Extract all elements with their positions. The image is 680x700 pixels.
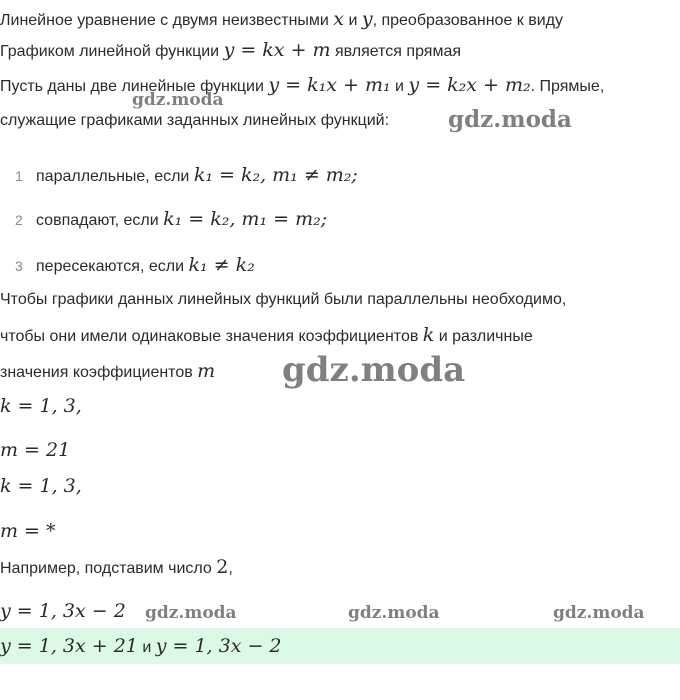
list-item: 1 параллельные, если k₁ = k₂, m₁ ≠ m₂;: [0, 163, 358, 189]
var-y: y: [361, 8, 373, 30]
watermark: gdz.moda: [448, 106, 572, 133]
answer-line: y = 1, 3x + 21 и y = 1, 3x − 2: [0, 635, 282, 657]
list-item: 3 пересекаются, если k₁ ≠ k₂: [0, 253, 255, 279]
answer-formula-2: y = 1, 3x − 2: [155, 635, 282, 657]
step-k-2: k = 1, 3,: [0, 475, 82, 497]
intro-line-3: Пусть даны две линейные функции y = k₁x + m₁ и y = k₂x + m₂. Прямые,: [0, 74, 605, 96]
list-formula: k₁ = k₂, m₁ ≠ m₂;: [193, 164, 358, 186]
step-example: Например, подставим число 2,: [0, 556, 233, 578]
step-m-star: m = *: [0, 520, 56, 542]
formula-f1: y = k₁x + m₁: [268, 74, 391, 96]
step-k-1: k = 1, 3,: [0, 395, 82, 417]
watermark: gdz.moda: [348, 603, 440, 623]
answer-formula-1: y = 1, 3x + 21: [0, 635, 138, 657]
explanation-line-2: чтобы они имели одинаковые значения коэффициентов k и различные: [0, 324, 533, 346]
list-number: 1: [15, 168, 23, 184]
explanation-line-1: Чтобы графики данных линейных функций были параллельны необходимо,: [0, 291, 567, 308]
list-formula: k₁ ≠ k₂: [188, 254, 255, 276]
watermark: gdz.moda: [282, 350, 466, 390]
var-m: m: [197, 360, 216, 382]
watermark: gdz.moda: [145, 603, 237, 623]
intro-line-4: служащие графиками заданных линейных функций:: [0, 112, 390, 129]
watermark: gdz.moda: [553, 603, 645, 623]
watermark: gdz.moda: [132, 90, 224, 110]
list-number: 2: [15, 212, 23, 228]
list-item: 2 совпадают, если k₁ = k₂, m₁ = m₂;: [0, 207, 327, 233]
intro-line-1: Линейное уравнение с двумя неизвестными x и y, преобразованное к виду: [0, 8, 564, 30]
explanation-line-3: значения коэффициентов m: [0, 360, 216, 382]
example-number: 2: [216, 556, 229, 578]
var-x: x: [333, 8, 345, 30]
step-m-21: m = 21: [0, 439, 71, 461]
list-formula: k₁ = k₂, m₁ = m₂;: [163, 208, 328, 230]
list-number: 3: [15, 258, 23, 274]
formula-f2: y = k₂x + m₂: [408, 74, 531, 96]
intro-line-2: Графиком линейной функции y = kx + m является прямая: [0, 39, 462, 61]
formula-linear: y = kx + m: [223, 39, 331, 61]
step-y: y = 1, 3x − 2: [0, 600, 126, 622]
var-k: k: [422, 324, 435, 346]
